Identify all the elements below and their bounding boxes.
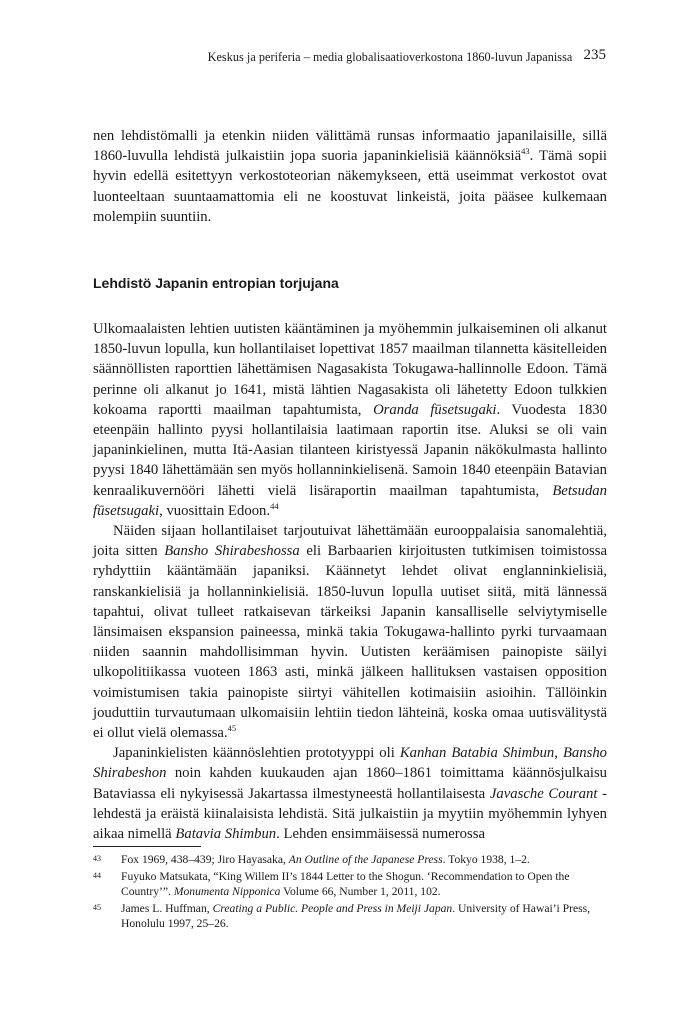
footnote-text: Fox 1969, 438–439; Jiro Hayasaka, An Outline of the Japanese Press. Tokyo 1938, 1–2. <box>121 853 530 866</box>
paragraph-2: Näiden sijaan hollantilaiset tarjoutuivat lähettämään eurooppalaisia sanomalehtiä, joita sitten Bansho Shirabeshossa eli Barbaarien kirjoitusten tutkimisen toimistossa ryhdyttiin kääntämään japaniksi. Käännetyt lehdet olivat englanninkielisiä, ranskankielisiä ja hollanninkielisiä. 1850-luvun lopulla uutiset siitä, mitä lännessä tapahtui, olivat tulleet ratkaisevan tärkeiksi Japanin kansalliselle selviytymiselle länsimaisen ekspansion paineessa, minkä takia Tokugawa-hallinto pyrki turvaamaan niiden saannin mahdollisimman hyvin. Uutisten keräämisen painopiste säilyi ulkopolitiikassa vuoteen 1863 asti, minkä jälkeen hallituksen vastaisen opposition voimistumisen takia painopiste siirtyi vähitellen kotimaisiin asioihin. Tällöinkin jouduttiin turvautumaan ulkomaisiin lehtiin tiedon lähteinä, koska omaa uutisvälitystä ei ollut vielä olemassa.$^{45}$ <box>93 523 607 742</box>
footnote-ref-43[interactable]: 43 <box>521 146 530 157</box>
page-number: 235 <box>583 47 606 63</box>
footnote-ref-45[interactable]: 45 <box>227 723 237 734</box>
footnote-number: 43 <box>93 854 101 863</box>
footnote-number: 44 <box>93 871 101 880</box>
paragraph-intro: nen lehdistömalli ja etenkin niiden välittämä runsas informaatio japanilaisille, sillä 1860-luvulla lehdistä julkaistiin jopa suoria japaninkielisiä käännöksiä$^{43}$. Tämä sopii hyvin edellä esitettyyn verkostoteorian näkemykseen, että useimmat verkostot ovat luonteeltaan suuntaamattomia eli ne koostuvat linkeistä, joita pääsee kulkemaan molempiin suuntiin. <box>93 128 607 225</box>
footnote-45 <box>93 901 607 931</box>
footnotes <box>93 846 607 933</box>
footnote-text: James L. Huffman, Creating a Public. People and Press in Meiji Japan. University of Hawai’i Press, Honolulu 1997, 25–26. <box>121 902 591 930</box>
footnote-rule <box>93 846 201 847</box>
footnote-ref-44[interactable]: 44 <box>270 500 279 511</box>
footnote-text: Fuyuko Matsukata, “King Willem II’s 1844 Letter to the Shogun. ‘Recommendation to Open the Country’”. Monumenta Nipponica Volume 66, Number 1, 2011, 102. <box>121 870 570 898</box>
footnote-44 <box>93 869 607 899</box>
footnote-43 <box>93 852 607 867</box>
paragraph-1: Ulkomaalaisten lehtien uutisten kääntäminen ja myöhemmin julkaiseminen oli alkanut 1850-luvun lopulla, kun hollantilaiset lopettivat 1857 maailman tilannetta käsitelleiden säännöllisten raporttien lähettämisen Nagasakista Tokugawa-hallinnolle Edoon. Tämä perinne oli alkanut jo 1641, mistä lähtien Nagasakista oli lähetetty Edoon tulkkien kokoama raportti maailman tapahtumista, Oranda fūsetsugaki. Vuodesta 1830 eteenpäin hallinto pyysi hollantilaisia laatimaan raportin itse. Aluksi se oli vain japaninkielinen, mutta Itä-Aasian tilanteen kiristyessä Japanin näkökulmasta hallinto pyysi 1840 lähettämään sen myös hollanninkielisenä. Samoin 1840 eteenpäin Batavian kenraalikuvernööri lähetti vielä lisäraportin maailman tapahtumista, Betsudan fūsetsugaki, vuosittain Edoon.$^{44}$ <box>93 321 607 519</box>
running-title: Keskus ja periferia – media globalisaatioverkostona 1860-luvun Japanissa <box>207 50 573 64</box>
section-heading: Lehdistö Japanin entropian torjujana <box>93 275 339 292</box>
main-text <box>93 126 607 844</box>
footnote-number: 45 <box>93 903 101 912</box>
paragraph-3: Japaninkielisten käännöslehtien prototyyppi oli Kanhan Batabia Shimbun, Bansho Shirabeshon noin kahden kuukauden ajan 1860–1861 toimittama käännösjulkaisu Bataviassa eli nykyisessä Jakartassa ilmestyneestä hollantilaisesta Javasche Courant -lehdestä ja eräistä kiinalaisista lehdistä. Sitä julkaistiin ja myytiin myöhemmin lyhyen aikaa nimellä Batavia Shimbun. Lehden ensimmäisessä numerossa <box>93 745 608 843</box>
